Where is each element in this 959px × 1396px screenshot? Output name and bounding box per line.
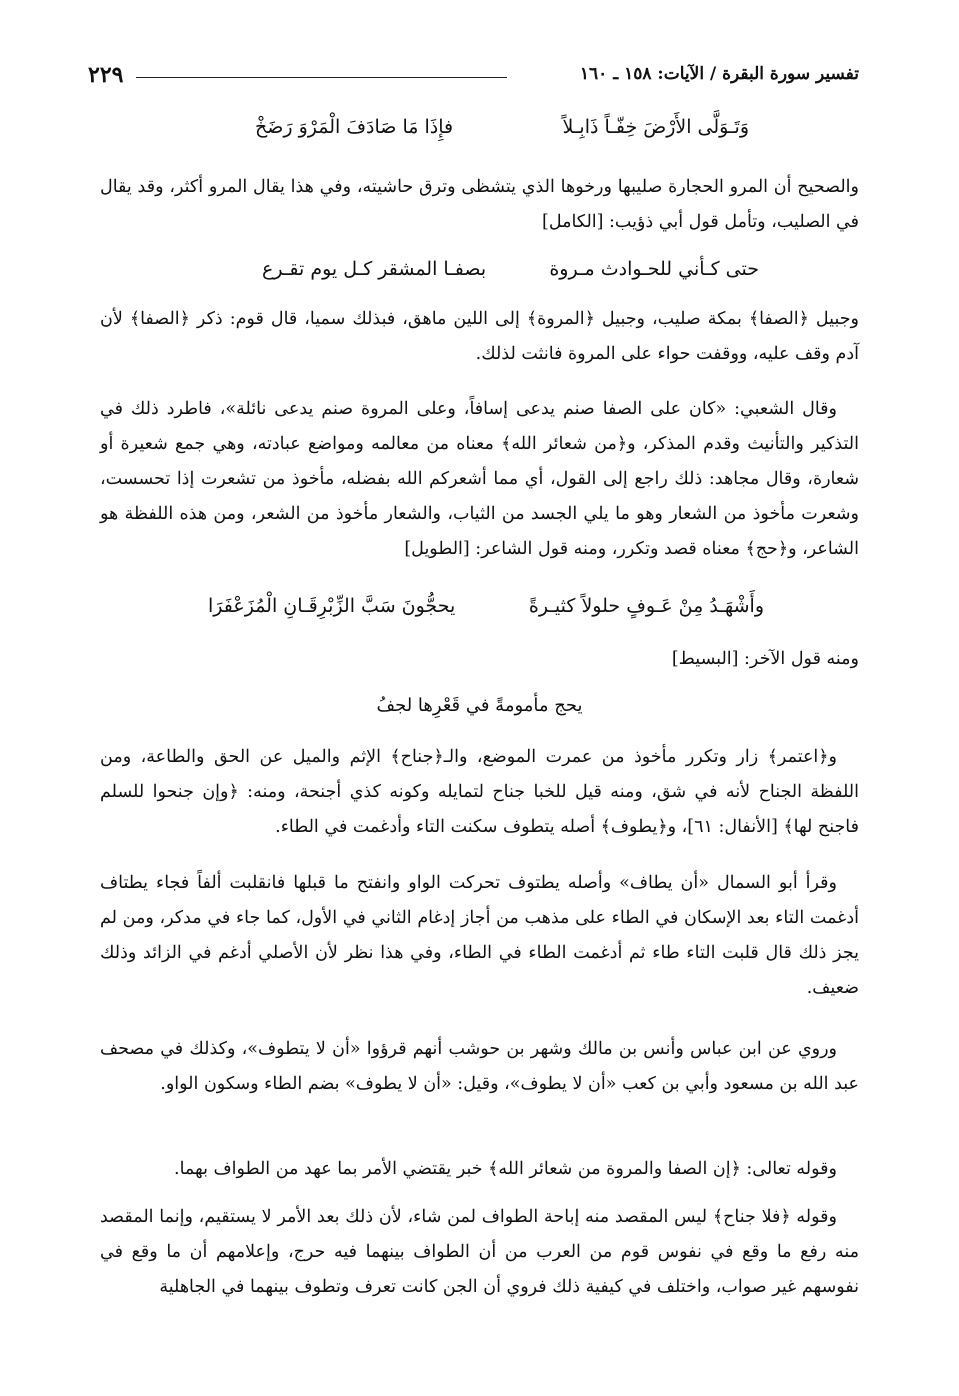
paragraph-5: و﴿اعتمر﴾ زار وتكرر مأخوذ من عمرت الموضع، والـ﴿جناح﴾ الإثم والميل عن الحق والطاعة، ومن اللفظة الجناح لأنه في شق، ومنه قيل للخبا جناح لتمايله وكونه كذي أجنحة، ومنه: ﴿وإن جنحوا للسلم فاجنح لها﴾ [الأنفال: ٦١]، و﴿يطوف﴾ أصله يتطوف سكنت التاء وأدغمت في الطاء. [100, 747, 859, 837]
paragraph-9: وقوله ﴿فلا جناح﴾ ليس المقصد منه إباحة الطواف لمن شاء، لأن ذلك بعد الأمر لا يستقيم، وإنما المقصد منه رفع ما وقع في نفوس قوم من العرب من أن الطواف بينهما فيه حرج، وإعلامهم أن ما وقع في نفوسهم غير صواب، واختلف في كيفية ذلك فروي أن الجن كانت تعرف وتطوف بينهما في الجاهلية [100, 1207, 859, 1297]
header-rule [136, 77, 507, 78]
verse-2-first-hemistich: حتى كـأني للحـوادث مـروة [549, 258, 759, 280]
paragraph-2: وجبيل ﴿الصفا﴾ بمكة صليب، وجبيل ﴿المروة﴾ إلى اللين ماهق، فبذلك سميا، قال قوم: ذكر ﴿الصفا﴾ لأن آدم وقف عليه، ووقفت حواء على المروة فانثت لذلك. [100, 309, 859, 364]
verse-3-first-hemistich: وأَشْهَـدُ مِنْ عَـوفٍ حلولاً كثيـرةً [528, 595, 764, 617]
paragraph-4: ومنه قول الآخر: [البسيط] [671, 649, 859, 669]
verse-1-first-hemistich: وَتَـوَلَّى الأَرْضَ خِفّـاً ذَابِـلاً [562, 116, 749, 138]
page-number: ٢٢٩ [88, 62, 124, 88]
verse-1-second-hemistich: فإِذَا مَا صَادَفَ الْمَرْوَ رَضَخْ [255, 116, 454, 138]
paragraph-1: والصحيح أن المرو الحجارة صليبها ورخوها الذي يتشظى وترق حاشيته، وفي هذا يقال المرو أكثر، وقد يقال في الصليب، وتأمل قول أبي ذؤيب: [الكامل] [100, 177, 859, 232]
verse-2-second-hemistich: بصفـا المشقر كـل يوم تقـرع [262, 258, 487, 280]
verse-4-hemistich: يحج مأمومةً في قَعْرِها لجفُ [376, 695, 583, 716]
paragraph-6: وقرأ أبو السمال «أن يطاف» وأصله يطتوف تحركت الواو وانفتح ما قبلها فانقلبت ألفاً فجاء يطتاف أدغمت التاء بعد الإسكان في الطاء على مذهب من أجاز إدغام الثاني في الأول، كما جاء في مدكر، ومن لم يجز ذلك قال قلبت التاء طاء ثم أدغمت الطاء في الطاء، وفي هذا نظر لأن الأصلي أدغم في الزائد وذلك ضعيف. [100, 873, 859, 998]
verse-3-second-hemistich: يحجُّونَ سَبَّ الزِّبْرِقَـانِ الْمُزَعْفَرَا [208, 595, 456, 617]
page-header [88, 62, 859, 92]
paragraph-7: وروي عن ابن عباس وأنس بن مالك وشهر بن حوشب أنهم قرؤوا «أن لا يتطوف»، وكذلك في مصحف عبد الله بن مسعود وأبي بن كعب «أن لا يطوف»، وقيل: «أن لا يطوف» بضم الطاء وسكون الواو. [100, 1039, 859, 1094]
paragraph-8: وقوله تعالى: ﴿إن الصفا والمروة من شعائر الله﴾ خبر يقتضي الأمر بما عهد من الطواف بهما. [174, 1159, 837, 1179]
running-title: تفسير سورة البقرة / الآيات: ١٥٨ ـ ١٦٠ [579, 64, 859, 84]
paragraph-3: وقال الشعبي: «كان على الصفا صنم يدعى إسافاً، وعلى المروة صنم يدعى نائلة»، فاطرد ذلك في التذكير والتأنيث وقدم المذكر، و﴿من شعائر الله﴾ معناه من معالمه ومواضع عبادته، وهي جمع شعيرة أو شعارة، وقال مجاهد: ذلك راجع إلى القول، أي مما أشعركم الله بفضله، مأخوذ من تشعرت إذا تحسست، وشعرت مأخوذ من الشعار وهو ما يلي الجسد من الثياب، والشعار مأخوذ من الشعر، ومن هذه اللفظة هو الشاعر، و﴿حج﴾ معناه قصد وتكرر، ومنه قول الشاعر: [الطويل] [100, 399, 859, 559]
